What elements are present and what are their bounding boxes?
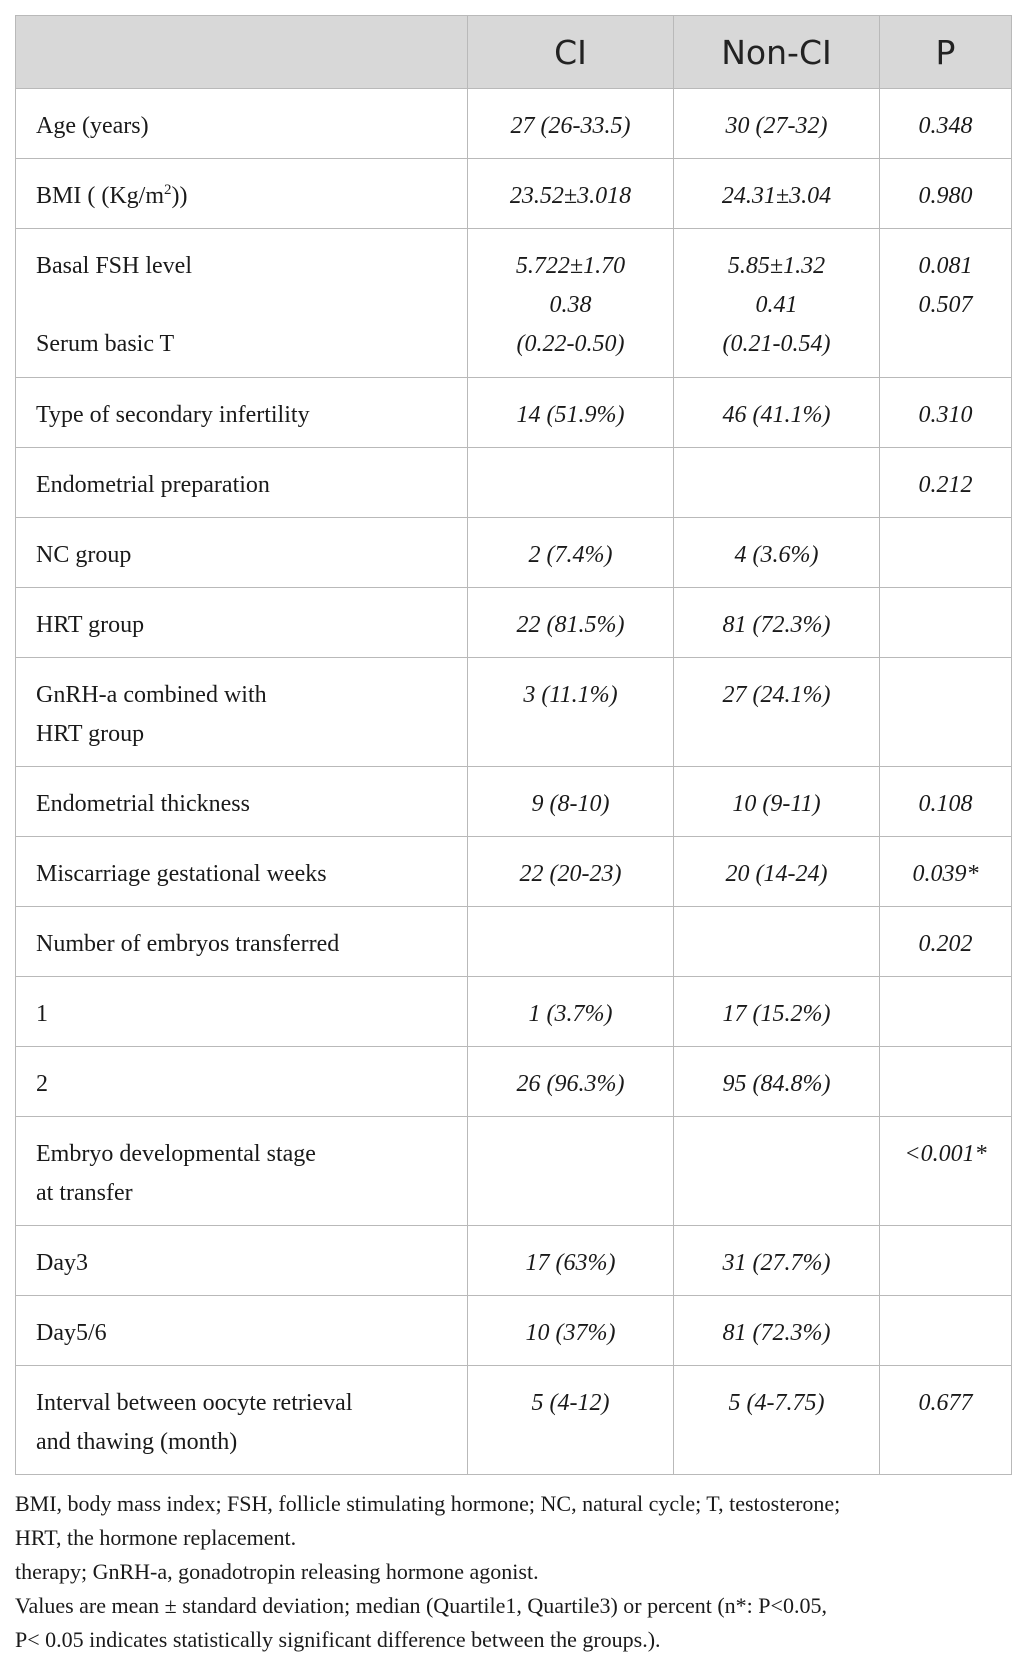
p-t: 0.507: [918, 292, 973, 318]
nonci-value: 5 (4-7.75): [674, 1366, 880, 1475]
nonci-t-range: (0.21-0.54): [722, 331, 831, 357]
row-label: 2: [16, 1047, 468, 1117]
ci-value: 27 (26-33.5): [468, 89, 674, 159]
ci-value: 1 (3.7%): [468, 977, 674, 1047]
table-row: [16, 977, 1012, 1047]
footnote-line: P< 0.05 indicates statistically significant difference between the groups.).: [15, 1627, 661, 1652]
ci-value: 14 (51.9%): [468, 378, 674, 448]
nonci-value: 10 (9-11): [674, 767, 880, 837]
ci-value: [468, 229, 674, 378]
row-label: [16, 229, 468, 378]
p-value: [880, 658, 1012, 767]
ci-value: [468, 1117, 674, 1226]
ci-value: 3 (11.1%): [468, 658, 674, 767]
p-value: 0.039*: [880, 837, 1012, 907]
p-value: [880, 229, 1012, 378]
row-label: HRT group: [16, 588, 468, 658]
interval-label-line2: and thawing (month): [36, 1429, 238, 1455]
table-row: [16, 837, 1012, 907]
data-table: [15, 15, 1012, 1475]
ci-value: 5 (4-12): [468, 1366, 674, 1475]
gnrh-label-line2: HRT group: [36, 721, 145, 747]
ci-value: 22 (20-23): [468, 837, 674, 907]
nonci-value: [674, 907, 880, 977]
table-row: [16, 1296, 1012, 1366]
p-value: [880, 1296, 1012, 1366]
p-value: 0.677: [880, 1366, 1012, 1475]
table-footnote: [15, 1487, 1011, 1657]
row-label: Endometrial preparation: [16, 448, 468, 518]
fsh-label: Basal FSH level: [36, 253, 192, 279]
p-value: [880, 588, 1012, 658]
row-label: Day3: [16, 1226, 468, 1296]
table-row: [16, 89, 1012, 159]
footnote-line: therapy; GnRH-a, gonadotropin releasing hormone agonist.: [15, 1559, 539, 1584]
p-value: [880, 1226, 1012, 1296]
row-label: [16, 1366, 468, 1475]
row-label: Endometrial thickness: [16, 767, 468, 837]
row-label: NC group: [16, 518, 468, 588]
nonci-value: 81 (72.3%): [674, 1296, 880, 1366]
nonci-value: 20 (14-24): [674, 837, 880, 907]
footnote-line: Values are mean ± standard deviation; median (Quartile1, Quartile3) or percent (n*: P<0.05,: [15, 1593, 827, 1618]
p-value: <0.001*: [880, 1117, 1012, 1226]
table-row: [16, 1117, 1012, 1226]
p-value: 0.202: [880, 907, 1012, 977]
gnrh-label-line1: GnRH-a combined with: [36, 682, 267, 708]
row-label: Day5/6: [16, 1296, 468, 1366]
nonci-value: 46 (41.1%): [674, 378, 880, 448]
p-value: 0.348: [880, 89, 1012, 159]
header-row: [16, 16, 1012, 89]
p-fsh: 0.081: [918, 253, 973, 279]
ci-fsh: 5.722±1.70: [515, 253, 626, 279]
header-label: [16, 16, 468, 89]
row-label: 1: [16, 977, 468, 1047]
table-row: [16, 518, 1012, 588]
p-value: [880, 1047, 1012, 1117]
nonci-value: [674, 1117, 880, 1226]
row-label: Number of embryos transferred: [16, 907, 468, 977]
row-label: Age (years): [16, 89, 468, 159]
header-ci: CI: [468, 16, 674, 89]
table-row: [16, 907, 1012, 977]
nonci-value: [674, 448, 880, 518]
row-label: Miscarriage gestational weeks: [16, 837, 468, 907]
nonci-value: 24.31±3.04: [674, 159, 880, 229]
row-label: [16, 1117, 468, 1226]
table-row: [16, 159, 1012, 229]
nonci-value: 30 (27-32): [674, 89, 880, 159]
p-value: 0.980: [880, 159, 1012, 229]
nonci-fsh: 5.85±1.32: [727, 253, 826, 279]
ci-value: [468, 907, 674, 977]
footnote-line: HRT, the hormone replacement.: [15, 1525, 297, 1550]
ci-value: 17 (63%): [468, 1226, 674, 1296]
table-row: [16, 767, 1012, 837]
nonci-value: 31 (27.7%): [674, 1226, 880, 1296]
serum-t-label: Serum basic T: [36, 331, 175, 357]
nonci-value: [674, 229, 880, 378]
nonci-value: 95 (84.8%): [674, 1047, 880, 1117]
table-row: [16, 658, 1012, 767]
table-container: [15, 15, 1011, 1657]
table-row: [16, 378, 1012, 448]
ci-value: 23.52±3.018: [468, 159, 674, 229]
table-row: [16, 229, 1012, 378]
ci-value: [468, 448, 674, 518]
stage-label-line2: at transfer: [36, 1180, 133, 1206]
table-row: [16, 1366, 1012, 1475]
interval-label-line1: Interval between oocyte retrieval: [36, 1390, 353, 1416]
row-label: Type of secondary infertility: [16, 378, 468, 448]
header-nonci: Non-CI: [674, 16, 880, 89]
nonci-value: 81 (72.3%): [674, 588, 880, 658]
bmi-label-sup: 2: [164, 182, 172, 198]
stage-label-line1: Embryo developmental stage: [36, 1141, 316, 1167]
table-row: [16, 588, 1012, 658]
header-p: P: [880, 16, 1012, 89]
table-row: [16, 1226, 1012, 1296]
ci-value: 9 (8-10): [468, 767, 674, 837]
ci-value: 22 (81.5%): [468, 588, 674, 658]
nonci-value: 4 (3.6%): [674, 518, 880, 588]
ci-t-range: (0.22-0.50): [516, 331, 625, 357]
nonci-value: 27 (24.1%): [674, 658, 880, 767]
table-row: [16, 448, 1012, 518]
footnote-line: BMI, body mass index; FSH, follicle stimulating hormone; NC, natural cycle; T, testosterone;: [15, 1491, 841, 1516]
nonci-value: 17 (15.2%): [674, 977, 880, 1047]
nonci-t-median: 0.41: [755, 292, 798, 318]
ci-t-median: 0.38: [549, 292, 592, 318]
ci-value: 10 (37%): [468, 1296, 674, 1366]
ci-value: 2 (7.4%): [468, 518, 674, 588]
ci-value: 26 (96.3%): [468, 1047, 674, 1117]
p-value: 0.108: [880, 767, 1012, 837]
row-label: [16, 658, 468, 767]
row-label: [16, 159, 468, 229]
p-value: 0.310: [880, 378, 1012, 448]
bmi-label-post: )): [171, 183, 188, 209]
p-value: [880, 977, 1012, 1047]
table-row: [16, 1047, 1012, 1117]
p-value: 0.212: [880, 448, 1012, 518]
bmi-label-pre: BMI ( (Kg/m: [36, 183, 164, 209]
p-value: [880, 518, 1012, 588]
